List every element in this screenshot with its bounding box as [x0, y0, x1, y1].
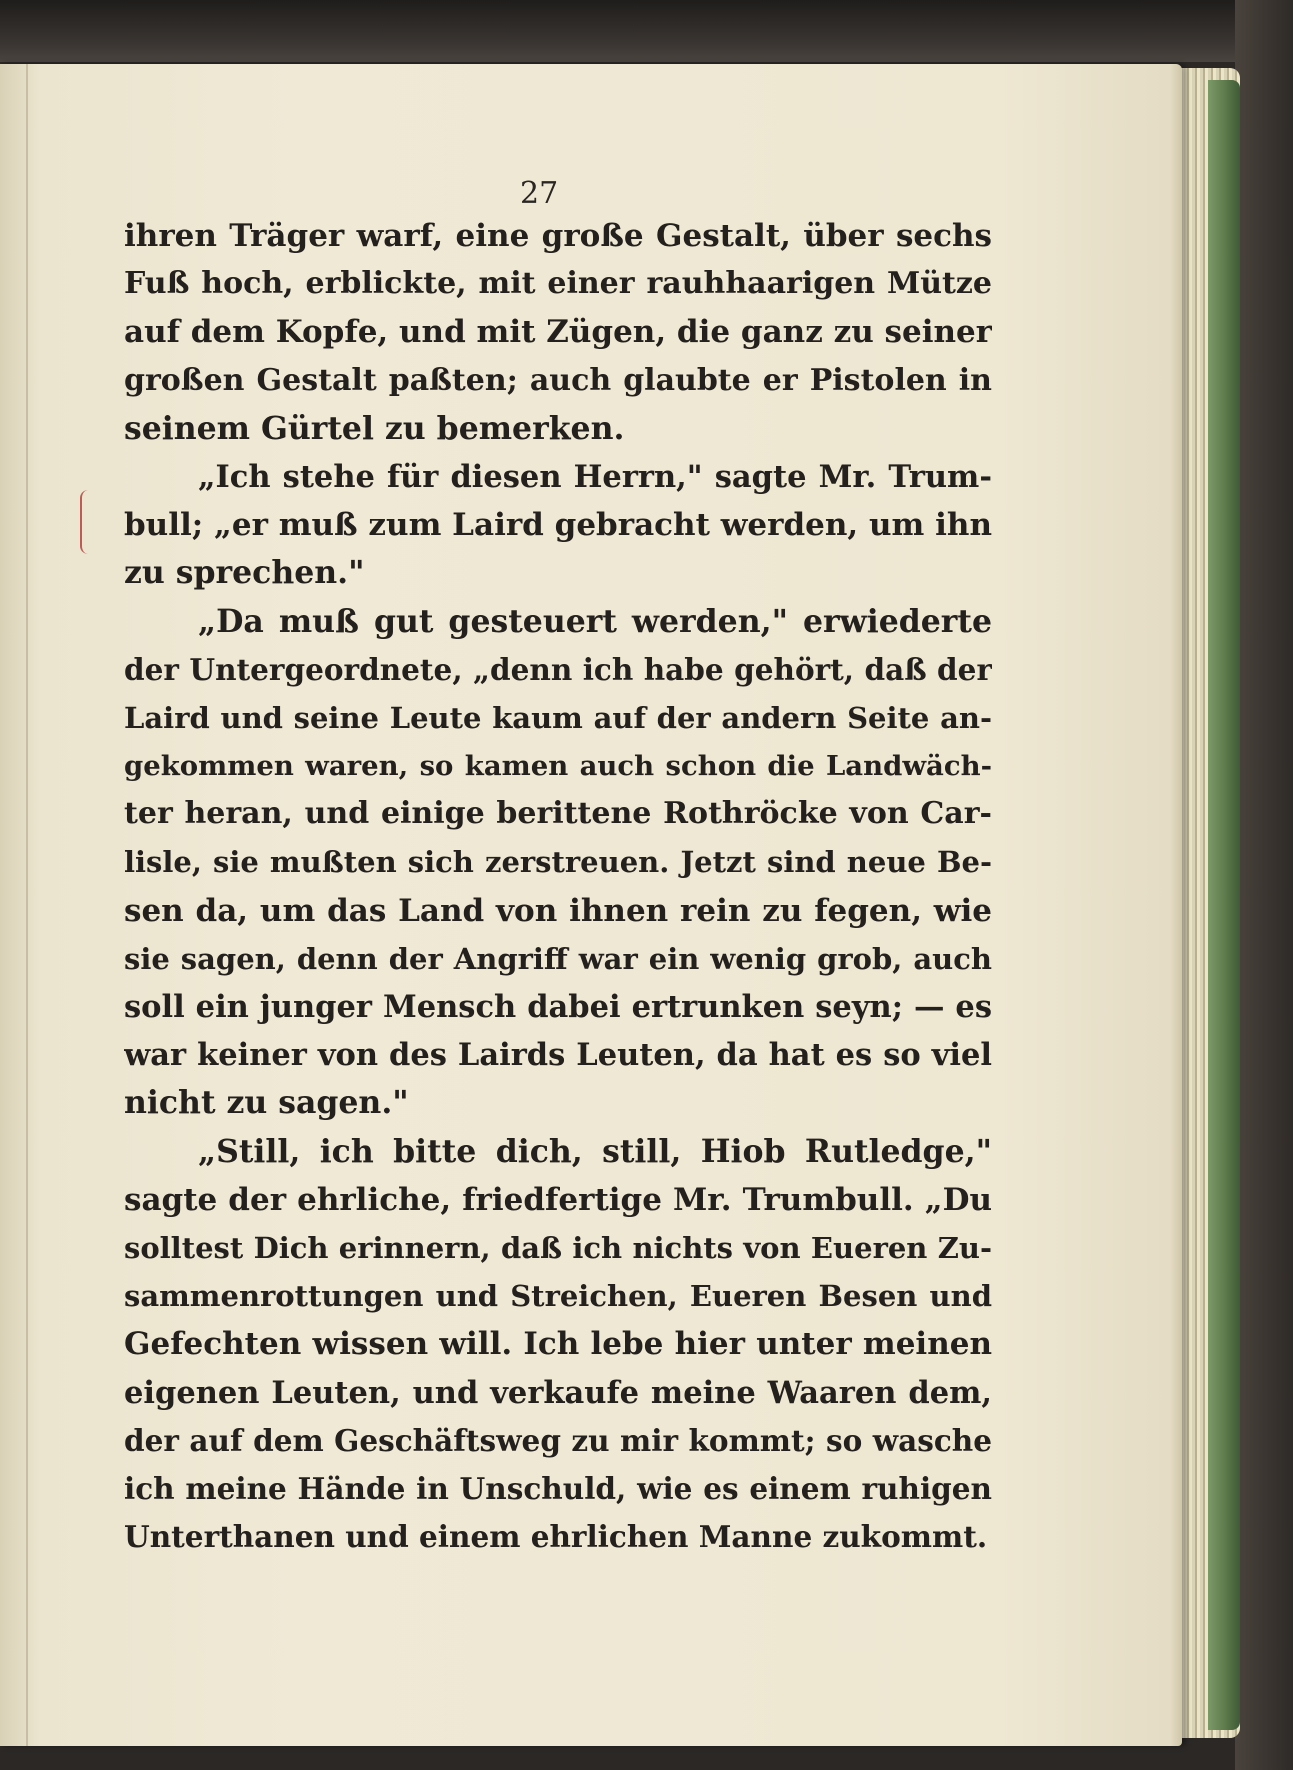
page-text: [124, 212, 992, 1561]
text-line: der auf dem Geschäftsweg zu mir kommt; so wasche: [124, 1422, 992, 1458]
gutter-line: [26, 64, 28, 1746]
green-page-edge: [1208, 80, 1240, 1730]
text-line: nicht zu sagen.": [124, 1084, 409, 1122]
text-line: lisle, sie mußten sich zerstreuen. Jetzt sind neue Be-: [124, 845, 992, 880]
text-line: ter heran, und einige berittene Rothröcke von Car-: [124, 796, 992, 832]
book-cover-right: [1235, 0, 1293, 1770]
text-line: der Untergeordnete, „denn ich habe gehört, daß der: [124, 651, 992, 687]
text-line: großen Gestalt paßten; auch glaubte er Pistolen in: [124, 362, 992, 398]
text-line: eigenen Leuten, und verkaufe meine Waaren dem,: [124, 1374, 992, 1411]
text-line: soll ein junger Mensch dabei ertrunken seyn; — es: [124, 989, 992, 1025]
text-line: ihren Träger warf, eine große Gestalt, über sechs: [124, 218, 992, 254]
margin-mark: [80, 490, 92, 554]
text-line: ich meine Hände in Unschuld, wie es einem ruhigen: [124, 1470, 992, 1506]
text-line: solltest Dich erinnern, daß ich nichts von Eueren Zu-: [124, 1230, 992, 1265]
text-line: sammenrottungen und Streichen, Eueren Besen und: [124, 1279, 992, 1314]
text-line: gekommen waren, so kamen auch schon die Landwäch-: [124, 750, 992, 783]
text-line: Unterthanen und einem ehrlichen Manne zukommt.: [124, 1519, 988, 1555]
text-line: sagte der ehrliche, friedfertige Mr. Trumbull. „Du: [124, 1181, 992, 1218]
book-cover-top: [0, 0, 1293, 62]
text-line: auf dem Kopfe, und mit Zügen, die ganz zu seiner: [124, 314, 992, 351]
text-line: sie sagen, denn der Angriff war ein wenig grob, auch: [124, 941, 992, 976]
text-line: „Da muß gut gesteuert werden," erwiederte: [198, 602, 992, 640]
text-line: seinem Gürtel zu bemerken.: [124, 409, 625, 447]
text-line: war keiner von des Lairds Leuten, da hat es so viel: [124, 1037, 992, 1074]
text-line: „Still, ich bitte dich, still, Hiob Rutledge,": [198, 1132, 992, 1170]
text-line: Gefechten wissen will. Ich lebe hier unter meinen: [124, 1326, 992, 1363]
text-line: Fuß hoch, erblickte, mit einer rauhhaarigen Mütze: [124, 266, 992, 302]
text-line: bull; „er muß zum Laird gebracht werden, um ihn: [124, 507, 992, 544]
text-line: sen da, um das Land von ihnen rein zu fegen, wie: [124, 892, 992, 929]
text-line: Laird und seine Leute kaum auf der andern Seite an-: [124, 700, 992, 735]
page-number: 27: [520, 176, 559, 211]
text-line: „Ich stehe für diesen Herrn," sagte Mr. Trum-: [198, 458, 992, 495]
text-line: zu sprechen.": [124, 554, 365, 592]
